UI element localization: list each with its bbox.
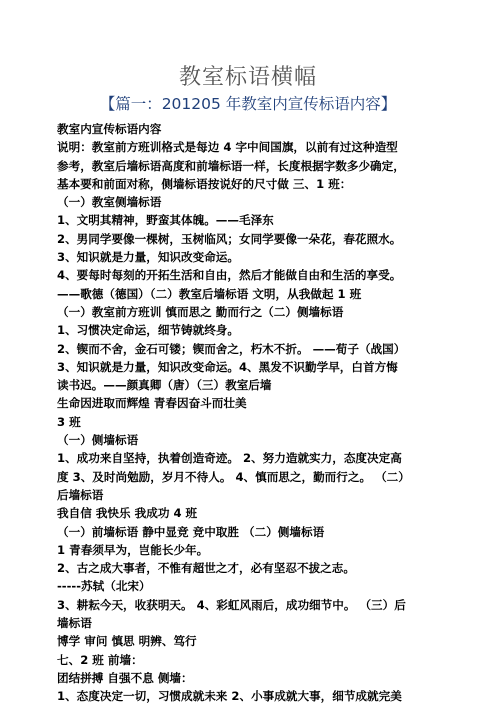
text-line: 说明：教室前方班训格式是每边 4 字中间国旗，以前有过这种造型 xyxy=(57,140,398,155)
text-line: 1、成功来自坚持，执着创造奇迹。 2、努力造就实力，态度决定高 xyxy=(57,451,402,466)
text-line: 3、知识就是力量，知识改变命运。 xyxy=(57,250,239,265)
text-line: 度 3、及时尚勉励，岁月不待人。 4、慎而思之，勤而行之。 （二） xyxy=(57,469,410,484)
text-line: 3 班 xyxy=(57,414,81,429)
text-line: -----苏轼（北宋） xyxy=(57,579,151,594)
text-line: 2、锲而不舍，金石可镂；锲而舍之，朽木不折。 ——荀子（战国） xyxy=(57,341,406,356)
text-line: 团结拼搏 自强不息 侧墙： xyxy=(57,670,193,685)
text-line: 我自信 我快乐 我成功 4 班 xyxy=(57,506,198,521)
text-line: 2、男同学要像一棵树，玉树临风；女同学要像一朵花，春花照水。 xyxy=(57,231,402,246)
text-line: 后墙标语 xyxy=(57,487,104,502)
text-line: 教室内宣传标语内容 xyxy=(57,122,162,136)
text-line: 4、要每时每刻的开拓生活和自由，然后才能做自由和生活的享受。 xyxy=(57,268,402,283)
text-line: 生命因进取而辉煌 青春因奋斗而壮美 xyxy=(57,396,247,411)
text-line: 参考，教室后墙标语高度和前墙标语一样，长度根据字数多少确定， xyxy=(57,158,405,173)
text-line: （一）前墙标语 静中显竞 竞中取胜 （二）侧墙标语 xyxy=(57,524,325,539)
text-line: 墙标语 xyxy=(57,616,92,631)
text-line: 3、知识就是力量，知识改变命运。4、黑发不识勤学早，白首方悔 xyxy=(57,359,398,374)
document-body xyxy=(57,120,449,706)
text-line: （一）教室前方班训 慎而思之 勤而行之（二）侧墙标语 xyxy=(57,304,344,319)
text-line: ——歌德（德国）（二）教室后墙标语 文明，从我做起 1 班 xyxy=(57,286,362,301)
section-subtitle: 【篇一：201205 年教室内宣传标语内容】 xyxy=(99,95,397,113)
text-line: 博学 审问 慎思 明辨、笃行 xyxy=(57,634,197,649)
text-line: （一）教室侧墙标语 xyxy=(57,195,162,210)
text-line: 3、耕耘今天，收获明天。 4、彩虹风雨后，成功细节中。 （三）后 xyxy=(57,597,406,612)
text-line: 1、文明其精神，野蛮其体魄。——毛泽东 xyxy=(57,213,274,228)
text-line: 七、2 班 前墙： xyxy=(57,652,143,667)
text-line: （一）侧墙标语 xyxy=(57,433,139,448)
text-line: 基本要和前面对称，侧墙标语按说好的尺寸做 三、1 班： xyxy=(57,176,352,191)
page-title: 教室标语横幅 xyxy=(178,65,317,90)
text-line: 2、古之成大事者，不惟有超世之才，必有坚忍不拔之志。 xyxy=(57,561,355,576)
text-line: 1 青春须早为，岂能长少年。 xyxy=(57,542,209,557)
text-line: 1、习惯决定命运，细节铸就终身。 xyxy=(57,323,239,338)
text-line: 1、态度决定一切，习惯成就未来 2、小事成就大事，细节成就完美 xyxy=(57,689,402,704)
text-line: 读书迟。——颜真卿（唐）（三）教室后墙 xyxy=(57,378,272,393)
